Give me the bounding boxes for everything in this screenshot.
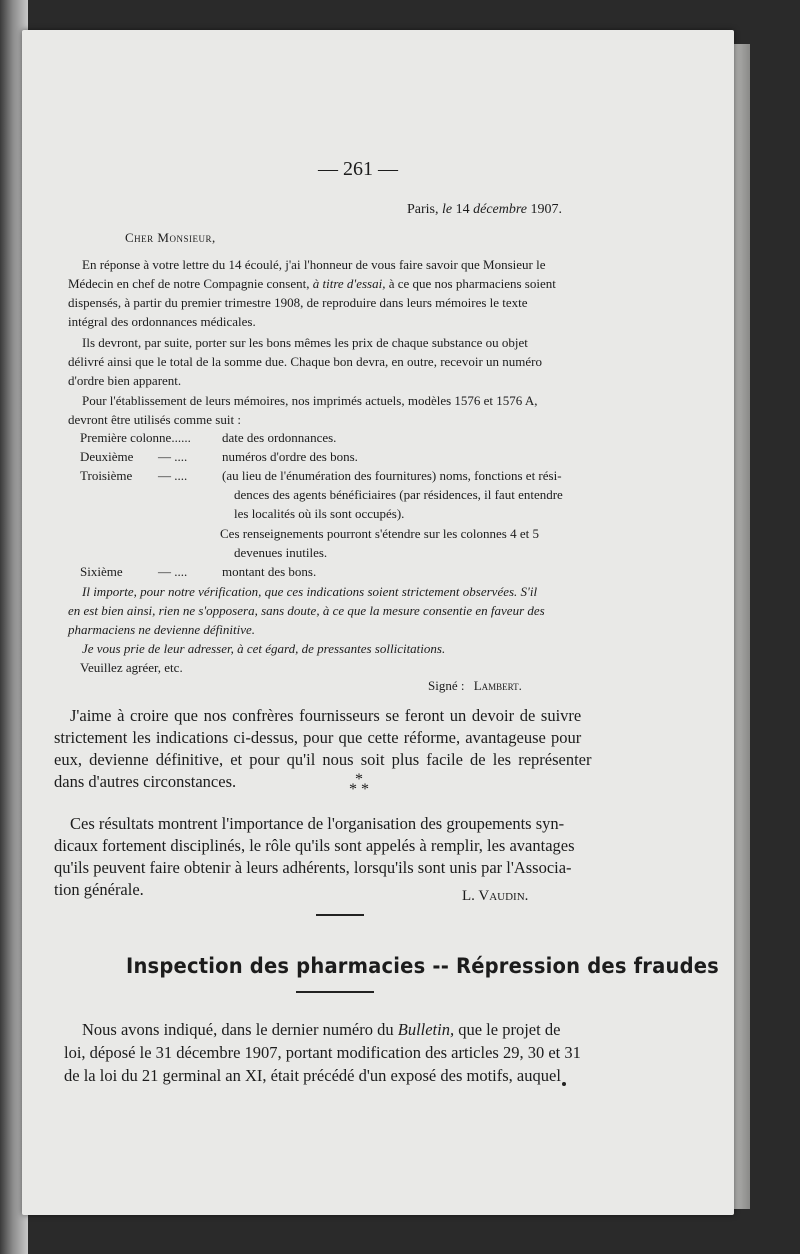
conclusion-line: qu'ils peuvent faire obtenir à leurs adhérents, lorsqu'ils sont unis par l'Associa- — [54, 858, 572, 877]
column-desc: montant des bons. — [222, 564, 317, 579]
column-desc-continued: les localités où ils sont occupés). — [234, 506, 405, 521]
column-desc: numéros d'ordre des bons. — [222, 449, 358, 464]
column-dash: — .... — [158, 468, 188, 483]
column-name: Troisième — [80, 468, 133, 483]
column-name: Sixième — [80, 564, 123, 579]
letter-line: Pour l'établissement de leurs mémoires, nos imprimés actuels, modèles 1576 et 1576 A, — [82, 393, 538, 408]
italic-line: pharmaciens ne devienne définitive. — [68, 622, 255, 637]
conclusion-line: dicaux fortement disciplinés, le rôle qu'ils sont appelés à remplir, les avantages — [54, 836, 575, 855]
italic-line: en est bien ainsi, rien ne s'opposera, sans doute, à ce que la mesure consentie en faveur des — [68, 603, 545, 618]
letter-line: devront être utilisés comme suit : — [68, 412, 241, 427]
book-page — [22, 30, 734, 1215]
separator-rule — [316, 914, 364, 916]
column-desc-continued: dences des agents bénéficiaires (par résidences, il faut entendre — [234, 487, 563, 502]
letter-line: Médecin en chef de notre Compagnie consent, à titre d'essai, à ce que nos pharmaciens soient — [68, 276, 556, 291]
commentary-line: eux, devienne définitive, et pour qu'il nous soit plus facile de les représenter — [54, 750, 592, 769]
commentary-line: dans d'autres circonstances. — [54, 772, 237, 791]
column-desc: date des ordonnances. — [222, 430, 337, 445]
commentary-line: J'aime à croire que nos confrères fournisseurs se feront un devoir de suivre — [70, 706, 582, 725]
section-line: de la loi du 21 germinal an XI, était précédé d'un exposé des motifs, auquel — [64, 1066, 561, 1085]
column-desc: (au lieu de l'énumération des fournitures) noms, fonctions et rési- — [222, 468, 562, 483]
italic-line: Je vous prie de leur adresser, à cet égard, de pressantes sollicitations. — [82, 641, 446, 656]
column-dash: — .... — [158, 564, 188, 579]
letter-salutation: Cher Monsieur, — [125, 230, 216, 245]
info-note: devenues inutiles. — [234, 545, 328, 560]
conclusion-line: tion générale. — [54, 880, 144, 899]
commentary-line: strictement les indications ci-dessus, pour que cette réforme, avantageuse pour — [54, 728, 582, 747]
letter-line: intégral des ordonnances médicales. — [68, 314, 256, 329]
info-note: Ces renseignements pourront s'étendre sur les colonnes 4 et 5 — [220, 526, 539, 541]
letter-line: En réponse à votre lettre du 14 écoulé, j'ai l'honneur de vous faire savoir que Monsieur le — [82, 257, 546, 272]
column-name: Deuxième — [80, 449, 134, 464]
page-number: — 261 — — [318, 158, 398, 180]
asterism: * * * — [349, 771, 369, 798]
heading-underline — [296, 991, 374, 993]
letter-line: délivré ainsi que le total de la somme due. Chaque bon devra, en outre, recevoir un numéro — [68, 354, 542, 369]
letter-line: d'ordre bien apparent. — [68, 373, 182, 388]
letter-line: dispensés, à partir du premier trimestre 1908, de reproduire dans leurs mémoires le texte — [68, 295, 528, 310]
author-signature: L. Vaudin. — [462, 888, 529, 904]
letter-signature: Signé : Lambert. — [428, 678, 522, 693]
ink-speck — [562, 1082, 566, 1086]
section-line: Nous avons indiqué, dans le dernier numéro du Bulletin, que le projet de — [82, 1020, 561, 1039]
conclusion-line: Ces résultats montrent l'importance de l'organisation des groupements syn- — [70, 814, 565, 833]
letter-closing: Veuillez agréer, etc. — [80, 660, 183, 675]
letter-line: Ils devront, par suite, porter sur les bons mêmes les prix de chaque substance ou objet — [82, 335, 528, 350]
italic-line: Il importe, pour notre vérification, que ces indications soient strictement observées. S'il — [82, 584, 538, 599]
section-heading: Inspection des pharmacies -- Répression des fraudes — [126, 954, 719, 978]
column-dash: — .... — [158, 449, 188, 464]
letter-date: Paris, le 14 décembre 1907. — [407, 202, 563, 217]
section-line: loi, déposé le 31 décembre 1907, portant modification des articles 29, 30 et 31 — [64, 1043, 581, 1062]
column-name: Première colonne...... — [80, 430, 191, 445]
